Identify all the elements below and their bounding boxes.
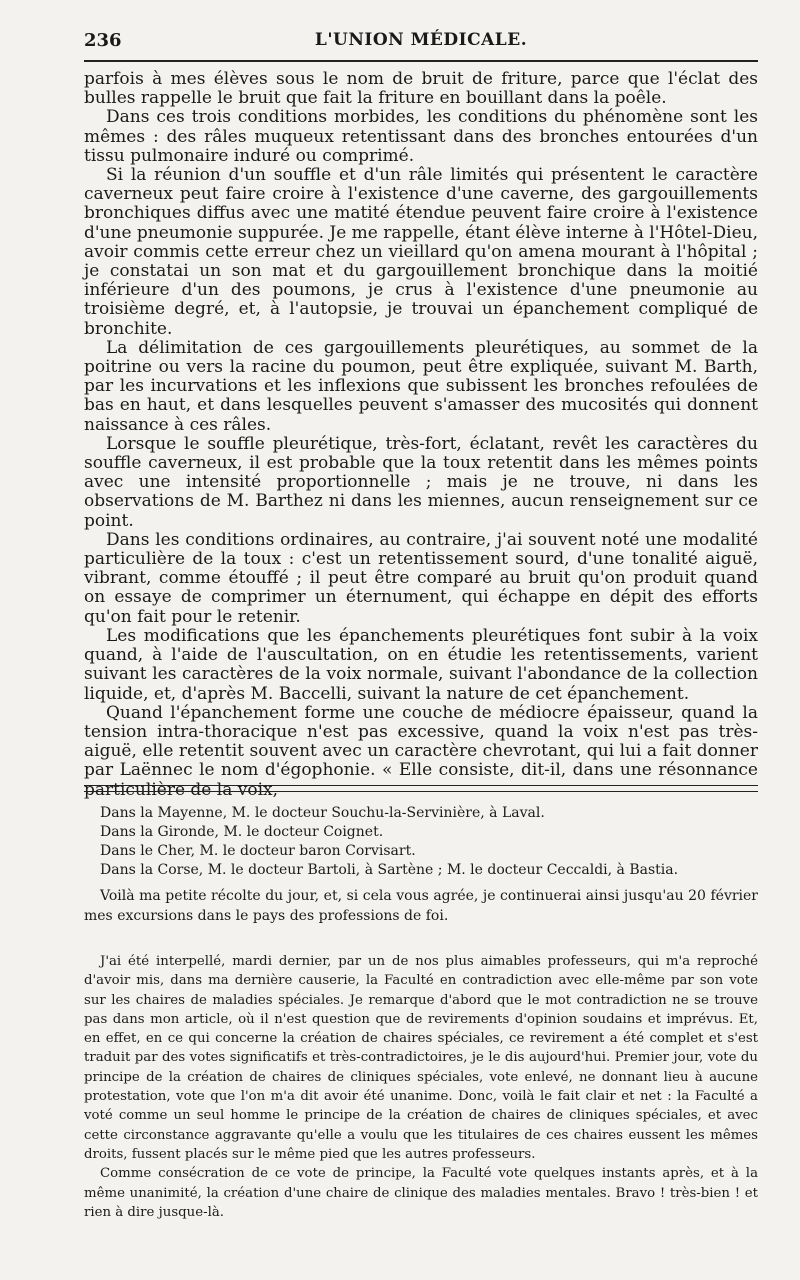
candidate-list bbox=[100, 804, 758, 880]
page-header bbox=[84, 26, 758, 56]
list-item: Dans la Mayenne, M. le docteur Souchu-la-Servinière, à Laval. bbox=[100, 805, 545, 821]
paragraph: Comme consécration de ce vote de principe, la Faculté vote quelques instants après, et à la même unanimité, la création d'une chaire de clinique des maladies mentales. Bravo ! très-bien ! et rien à dire jusque-là. bbox=[84, 1166, 758, 1220]
paragraph: Dans les conditions ordinaires, au contraire, j'ai souvent noté une modalité particulière de la toux : c'est un retentissement sourd, d'une tonalité aiguë, vibrant, comme étouffé ; il peut être comparé au bruit qu'on produit quand on essaye de comprimer un éternument, qui échappe en dépit des efforts qu'on fait pour le retenir. bbox=[84, 529, 758, 627]
closing-paragraph bbox=[84, 886, 758, 926]
running-title: L'UNION MÉDICALE. bbox=[314, 30, 528, 50]
feuilleton-section bbox=[84, 952, 758, 1222]
header-rule bbox=[84, 60, 758, 62]
paragraph: Si la réunion d'un souffle et d'un râle limités qui présentent le caractère caverneux peut faire croire à l'existence d'une caverne, des gargouillements bronchiques diffus avec une matité étendue peuvent faire croire à l'existence d'une pneumonie suppurée. Je me rappelle, étant élève interne à l'Hôtel-Dieu, avoir commis cette erreur chez un vieillard qu'on amena mourant à l'hôpital ; je constatai un son mat et du gargouillement bronchique dans la moitié inférieure d'un des poumons, je crus à l'existence d'une pneumonie au troisième degré, et, à l'autopsie, je trouvai un épanchement compliqué de bronchite. bbox=[84, 165, 759, 339]
paragraph: Quand l'épanchement forme une couche de médiocre épaisseur, quand la tension intra-thoracique n'est pas excessive, quand la voix n'est pas très-aiguë, elle retentit souvent avec un caractère chevrotant, qui lui a fait donner par Laënnec le nom d'égophonie. « Elle consiste, dit-il, dans une résonnance particulière de la voix, bbox=[84, 702, 758, 800]
paragraph: Lorsque le souffle pleurétique, très-fort, éclatant, revêt les caractères du souffle caverneux, il est probable que la toux retentit dans les mêmes points avec une intensité proportionnelle ; mais je ne trouve, ni dans les observations de M. Barthez ni dans les miennes, aucun renseignement sur ce point. bbox=[84, 433, 758, 531]
paragraph: Les modifications que les épanchements pleurétiques font subir à la voix quand, à l'aide de l'auscultation, on en étudie les retentissements, varient suivant les caractères de la voix normale, suivant l'abondance de la collection liquide, et, d'après M. Baccelli, suivant la nature de cet épanchement. bbox=[84, 625, 758, 704]
list-item: Dans la Gironde, M. le docteur Coignet. bbox=[100, 824, 384, 840]
list-item: Dans le Cher, M. le docteur baron Corvisart. bbox=[100, 843, 416, 859]
paragraph: Dans ces trois conditions morbides, les conditions du phénomène sont les mêmes : des râles muqueux retentissant dans des bronches entourées d'un tissu pulmonaire induré ou comprimé. bbox=[84, 107, 758, 166]
list-item: Dans la Corse, M. le docteur Bartoli, à Sartène ; M. le docteur Ceccaldi, à Bastia. bbox=[100, 862, 679, 878]
article-body bbox=[84, 70, 758, 800]
paragraph: parfois à mes élèves sous le nom de bruit de friture, parce que l'éclat des bulles rappelle le bruit que fait la friture en bouillant dans la poêle. bbox=[84, 69, 758, 109]
page-number: 236 bbox=[84, 30, 122, 51]
paragraph: La délimitation de ces gargouillements pleurétiques, au sommet de la poitrine ou vers la racine du poumon, peut être expliquée, suivant M. Barth, par les incurvations et les inflexions que subissent les bronches refoulées de bas en haut, et dans lesquelles peuvent s'amasser des mucosités qui donnent naissance à ces râles. bbox=[84, 337, 758, 435]
paragraph: J'ai été interpellé, mardi dernier, par un de nos plus aimables professeurs, qui m'a reproché d'avoir mis, dans ma dernière causerie, la Faculté en contradiction avec elle-même par son vote sur les chaires de maladies spéciales. Je remarque d'abord que le mot contradiction ne se trouve pas dans mon article, où il n'est question que de revirements d'opinion soudains et imprévus. Et, en effet, en ce qui concerne la création de chaires spéciales, ce revirement a été complet et s'est traduit par des votes significatifs et très-contradictoires, je le dis aujourd'hui. Premier jour, vote du principe de la création de chaires de cliniques spéciales, vote enlevé, ne donnant lieu à aucune protestation, vote que l'on m'a dit avoir été unanime. Donc, voilà le fait clair et net : la Faculté a voté comme un seul homme le principe de la création de chaires de cliniques spéciales, et avec cette circonstance aggravante qu'elle a voulu que les titulaires de ces chaires eussent les mêmes droits, fussent placés sur le même pied que les autres professeurs. bbox=[84, 954, 758, 1162]
paragraph: Voilà ma petite récolte du jour, et, si cela vous agrée, je continuerai ainsi jusqu'au 20 février mes excursions dans le pays des professions de foi. bbox=[84, 888, 758, 924]
feuilleton-divider bbox=[84, 785, 758, 792]
